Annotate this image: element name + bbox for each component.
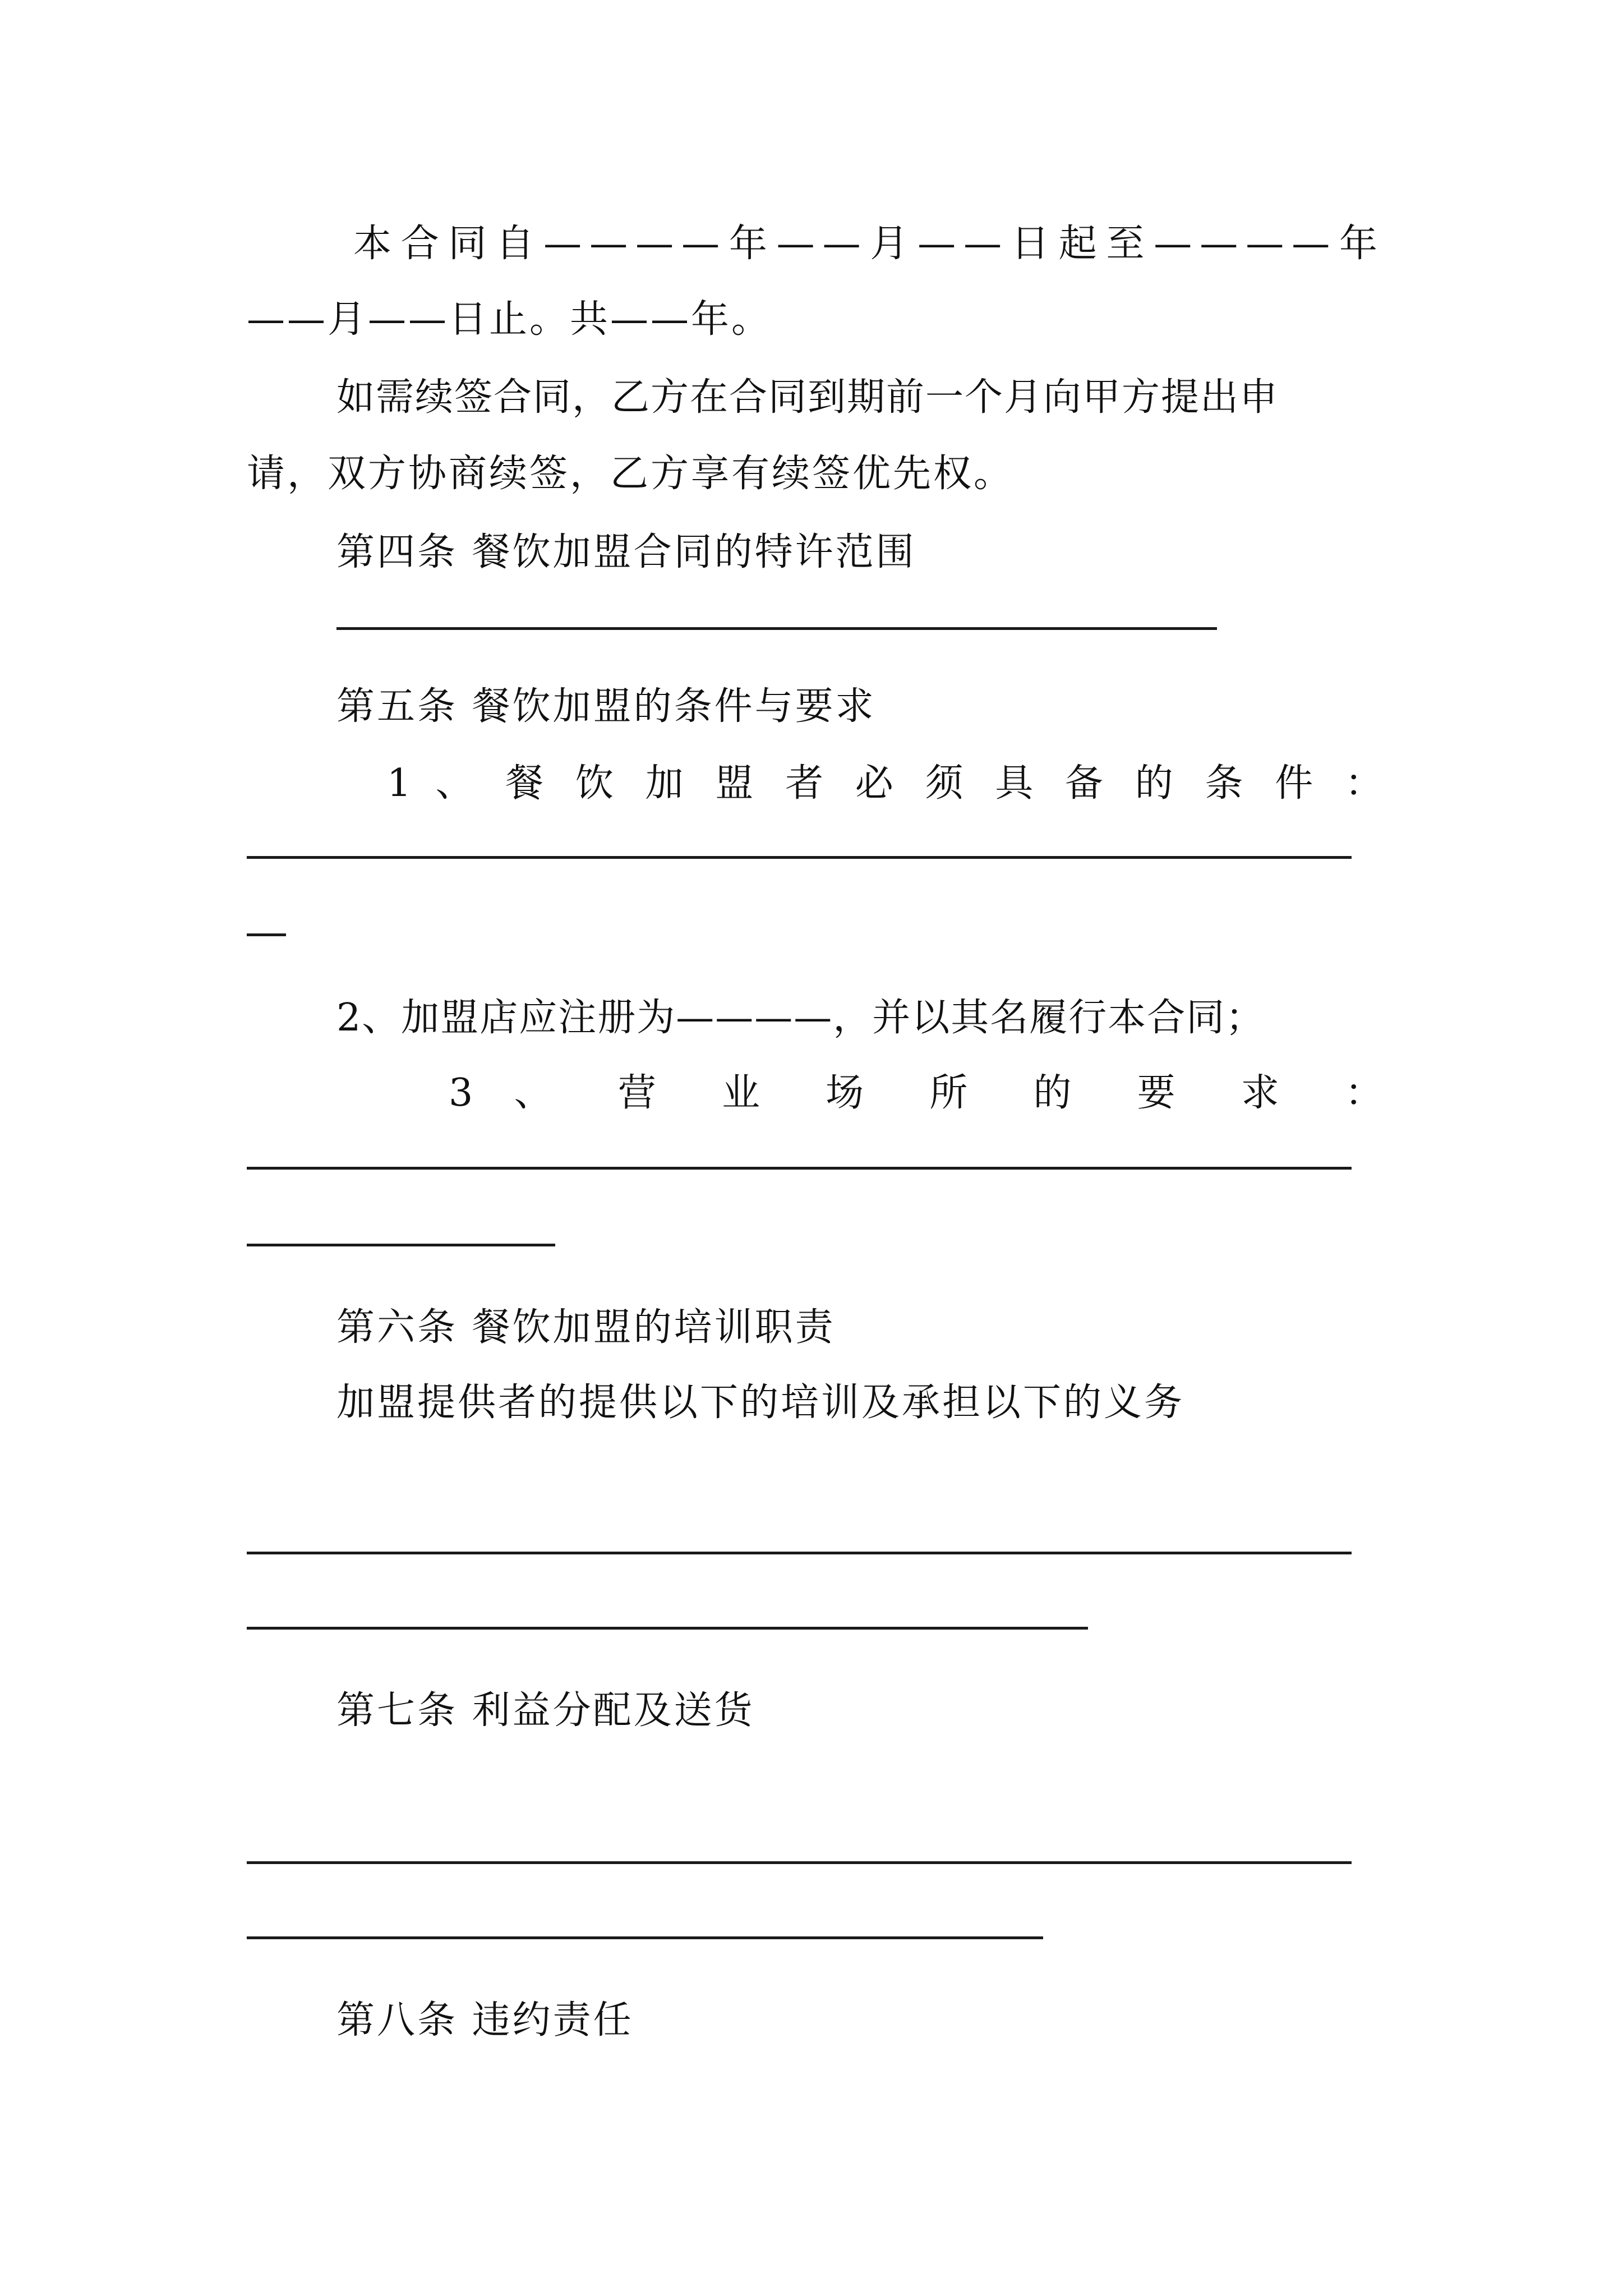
article-6-body: 加盟提供者的提供以下的培训及承担以下的义务 bbox=[336, 1381, 1185, 1425]
article-5-item-1: 1 、 餐 饮 加 盟 者 必 须 具 备 的 条 件 ： bbox=[387, 761, 1385, 806]
article-6-blank-text-2 bbox=[247, 1605, 1088, 1656]
renewal-clause-line-2: 请，双方协商续签，乙方享有续签优先权。 bbox=[247, 452, 1015, 496]
article-7-blank-text-1 bbox=[247, 1840, 1352, 1890]
article-5-item-3-blank-text-2 bbox=[247, 1222, 555, 1273]
article-5-item-1-blank-text-2 bbox=[247, 912, 286, 963]
article-5-item-3-blank-text-1 bbox=[247, 1145, 1352, 1196]
article-6-heading: 第六条 餐饮加盟的培训职责 bbox=[336, 1305, 836, 1350]
article-5-item-1-blank-text-1 bbox=[247, 835, 1352, 885]
article-6-blank-text-1 bbox=[247, 1530, 1352, 1581]
article-7-blank-text-2 bbox=[247, 1915, 1043, 1966]
contract-term-line-2: ——月——日止。共——年。 bbox=[247, 297, 772, 342]
article-4-blank-text bbox=[336, 606, 1217, 656]
article-5-item-3: 3 、 营 业 场 所 的 要 求 ： bbox=[449, 1071, 1385, 1115]
article-5-heading: 第五条 餐饮加盟的条件与要求 bbox=[336, 684, 876, 729]
renewal-clause-line-1: 如需续签合同，乙方在合同到期前一个月向甲方提出申 bbox=[336, 375, 1279, 420]
article-8-heading: 第八条 违约责任 bbox=[336, 1998, 634, 2042]
article-4-heading: 第四条 餐饮加盟合同的特许范围 bbox=[336, 530, 916, 574]
article-5-item-2: 2、加盟店应注册为————，并以其名履行本合同； bbox=[336, 996, 1265, 1040]
article-7-heading: 第七条 利益分配及送货 bbox=[336, 1688, 755, 1733]
contract-term-line-1: 本合同自————年——月——日起至————年 bbox=[353, 222, 1385, 266]
